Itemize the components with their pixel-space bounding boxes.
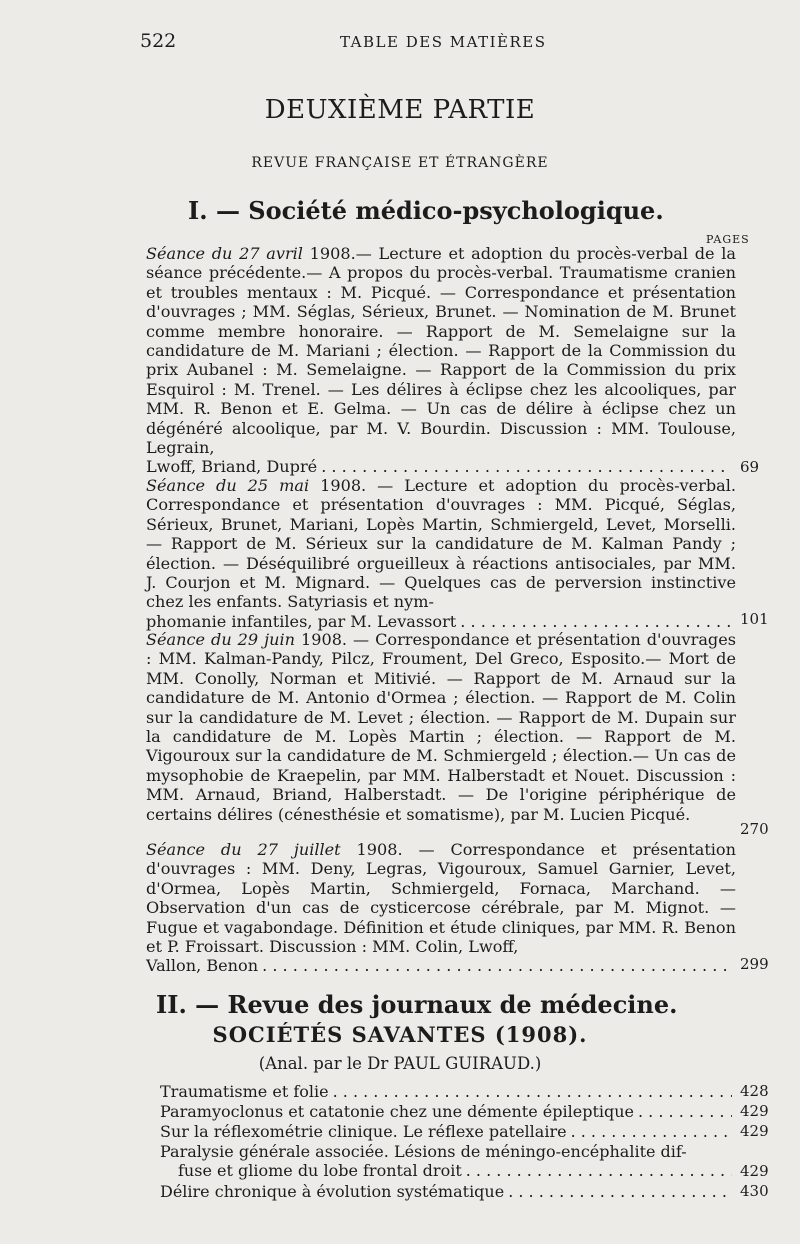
article-title: Paralysie générale associée. Lésions de méningo-encéphalite dif- [160,1142,687,1161]
chapter-title: I. — Société médico-psychologique. [188,196,664,225]
page-reference: 429 [740,1122,769,1140]
dot-leader [571,1122,732,1141]
dot-leader [262,956,732,975]
session-date: Séance du 27 juillet [146,840,341,859]
page-reference: 429 [740,1162,769,1180]
article-title: Paramyoclonus et catatonie chez une démente épileptique [160,1102,634,1121]
session-entry [146,840,736,976]
session-text-end: Vallon, Benon [146,956,259,976]
article-title: Traumatisme et folie [160,1082,329,1101]
session-text: 1908. — Correspondance et présentation d'ouvrages : MM. Deny, Legras, Vigouroux, Samuel Garnier, Levet, d'Ormea, Lopès Martin, Schmiergeld, Fornaca, Marchand. — Observation d'un cas de cysticercose cérébrale, par M. Mignot. — Fugue et vagabondage. Définition et étude cliniques, par MM. R. Benon et P. Froissart. Discussion : MM. Colin, Lwoff, [146,840,736,957]
running-head [140,30,760,56]
session-date: Séance du 27 avril [146,244,303,263]
session-text: 1908. — Lecture et adoption du procès-verbal. Correspondance et présentation d'ouvrages : MM. Picqué, Séglas, Sérieux, Brunet, Mariani, Lopès Martin, Schmiergeld, Levet, Morselli.— Rapport de M. Sérieux sur la candidature de M. Kalman Pandy ; élection. — Déséquilibré orgueilleux à réactions antisociales, par MM. J. Courjon et M. Mignard. — Quelques cas de perversion instinctive chez les enfants. Satyriasis et nym- [146,476,736,612]
session-date: Séance du 29 juin [146,630,295,649]
section-title: REVUE FRANÇAISE ET ÉTRANGÈRE [251,155,549,171]
analyst-credit: (Anal. par le Dr PAUL GUIRAUD.) [258,1054,542,1073]
session-date: Séance du 25 mai [146,476,310,495]
dot-leader [460,612,732,631]
dot-leader [638,1102,732,1121]
session-entry [146,476,736,631]
running-title: TABLE DES MATIÈRES [340,33,547,51]
session-text-end: Lwoff, Briand, Dupré [146,457,318,477]
dot-leader [508,1182,732,1201]
subsection-title: SOCIÉTÉS SAVANTES (1908). [212,1022,588,1047]
article-entry [160,1082,736,1101]
session-entry [146,244,736,477]
part-title: DEUXIÈME PARTIE [264,95,536,125]
page-reference: 69 [740,458,760,476]
pages-column-label: PAGES [706,233,750,246]
session-text: 1908. — Correspondance et présentation d'ouvrages : MM. Kalman-Pandy, Pilcz, Froument, Del Greco, Esposito.— Mort de MM. Conolly, Norman et Mitivié. — Rapport de M. Arnaud sur la candidature de M. Antonio d'Ormea ; élection. — Rapport de M. Colin sur la candidature de M. Levet ; élection. — Rapport de M. Dupain sur la candidature de M. Lopès Martin ; élection. — Rapport de M. Vigouroux sur la candidature de M. Schmiergeld ; élection.— Un cas de mysophobie de Kraepelin, par MM. Halberstadt et Nouet. Discussion : MM. Arnaud, Briand, Halberstadt. — De l'origine périphérique de certains délires (cénesthésie et somatisme), par M. Lucien Picqué. [146,630,736,824]
page-reference: 429 [740,1102,769,1120]
page-reference: 428 [740,1082,769,1100]
page-reference: 270 [740,820,769,838]
article-entry [160,1102,736,1121]
chapter-title: II. — Revue des journaux de médecine. [156,990,678,1019]
session-text-end: phomanie infantiles, par M. Levassort [146,611,457,631]
session-text: 1908.— Lecture et adoption du procès-verbal de la séance précédente.— A propos du procès-verbal. Traumatisme cranien et troubles mentaux : M. Picqué. — Correspondance et présentation d'ouvrages ; MM. Séglas, Sérieux, Brunet. — Nomination de M. Brunet comme membre honoraire. — Rapport de M. Semelaigne sur la candidature de M. Mariani ; élection. — Rapport de la Commission du prix Aubanel : M. Semelaigne. — Rapport de la Commission du prix Esquirol : M. Trenel. — Les délires à éclipse chez les alcooliques, par MM. R. Benon et E. Gelma. — Un cas de délire à éclipse chez un dégénéré alcoolique, par M. V. Bourdin. Discussion : MM. Toulouse, Legrain, [146,244,736,458]
page-reference: 101 [740,610,769,628]
session-entry [146,630,736,824]
page-reference: 299 [740,955,769,973]
page-reference: 430 [740,1182,769,1200]
article-entry [160,1142,736,1181]
article-title: Délire chronique à évolution systématique [160,1182,505,1201]
article-entry [160,1122,736,1141]
dot-leader [321,457,732,476]
article-title: Sur la réflexométrie clinique. Le réflexe patellaire [160,1122,567,1141]
page-number: 522 [140,30,177,52]
article-title-continued: fuse et gliome du lobe frontal droit [178,1161,462,1181]
article-entry [160,1182,736,1201]
dot-leader [466,1161,732,1180]
dot-leader [333,1082,732,1101]
